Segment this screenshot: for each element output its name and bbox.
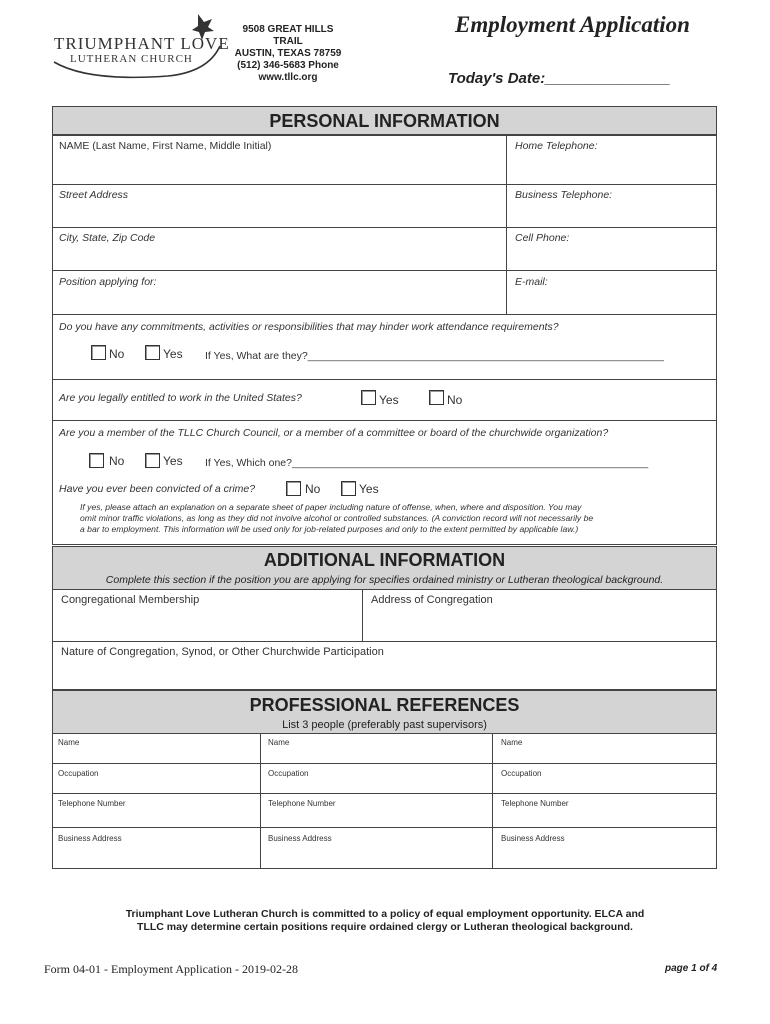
logo-line1: TRIUMPHANT LOVE <box>54 34 230 53</box>
council-if-yes-field[interactable]: If Yes, Which one?_____________________________________________________________ <box>205 457 649 469</box>
address-line2: AUSTIN, TEXAS 78759 <box>234 48 342 59</box>
name-field[interactable] <box>52 135 507 185</box>
references-subtitle: List 3 people (preferably past supervisors) <box>282 719 487 731</box>
congregation-address-label: Address of Congregation <box>371 594 493 606</box>
legally-entitled-section <box>52 379 717 421</box>
legally-yes-checkbox[interactable] <box>361 390 376 405</box>
ref2-occupation-field[interactable] <box>260 763 493 794</box>
ref3-business-address-field[interactable] <box>492 827 717 869</box>
equal-opportunity-statement <box>60 908 710 934</box>
church-logo <box>48 10 228 80</box>
eeo-line2: TLLC may determine certain positions require ordained clergy or Lutheran theological background. <box>137 921 633 933</box>
email-label: E-mail: <box>515 276 548 288</box>
street-address-field[interactable] <box>52 184 507 228</box>
note-line2: omit minor traffic violations, as long as they did not involve alcohol or controlled substances. (A conviction record will not necessarily be <box>80 513 594 523</box>
council-no-label: No <box>109 454 125 468</box>
ref2-business-address-label: Business Address <box>268 834 332 843</box>
congregation-nature-field[interactable] <box>52 641 717 690</box>
business-telephone-label: Business Telephone: <box>515 189 613 201</box>
todays-date-field[interactable]: Today's Date:_______________ <box>448 70 671 87</box>
additional-info-subtitle: Complete this section if the position you are applying for specifies ordained ministry or Lutheran theological background. <box>105 574 664 586</box>
ref1-occupation-field[interactable] <box>52 763 261 794</box>
address-line1: 9508 GREAT HILLS TRAIL <box>242 24 334 47</box>
crime-no-checkbox[interactable] <box>286 481 301 496</box>
page-title: Employment Application <box>455 12 690 37</box>
crime-no-label: No <box>305 482 321 496</box>
email-field[interactable] <box>506 270 717 315</box>
conviction-note <box>80 502 700 535</box>
cell-phone-field[interactable] <box>506 227 717 271</box>
congregational-membership-field[interactable] <box>52 589 363 642</box>
ref3-occupation-field[interactable] <box>492 763 717 794</box>
ref3-occupation-label: Occupation <box>501 769 542 778</box>
legally-no-label: No <box>447 393 463 407</box>
city-state-zip-label: City, State, Zip Code <box>59 232 156 244</box>
ref2-occupation-label: Occupation <box>268 769 309 778</box>
personal-info-heading: PERSONAL INFORMATION <box>52 106 717 135</box>
ref1-name-label: Name <box>58 738 80 747</box>
ref3-business-address-label: Business Address <box>501 834 565 843</box>
ref2-telephone-label: Telephone Number <box>268 799 336 808</box>
website: www.tllc.org <box>258 72 318 83</box>
note-line3: a bar to employment. This information will be used only for job-related purposes and only to the extent permitted by applicable law.) <box>80 524 579 534</box>
commitments-no-checkbox[interactable] <box>91 345 106 360</box>
commitments-yes-checkbox[interactable] <box>145 345 160 360</box>
crime-question: Have you ever been convicted of a crime? <box>59 483 256 495</box>
ref1-telephone-field[interactable] <box>52 793 261 828</box>
ref2-name-label: Name <box>268 738 290 747</box>
city-state-zip-field[interactable] <box>52 227 507 271</box>
legally-entitled-question: Are you legally entitled to work in the United States? <box>59 392 302 404</box>
council-yes-checkbox[interactable] <box>145 453 160 468</box>
ref1-business-address-field[interactable] <box>52 827 261 869</box>
eeo-line1: Triumphant Love Lutheran Church is committed to a policy of equal employment opportunity. ELCA and <box>125 908 645 920</box>
commitments-yes-label: Yes <box>163 347 183 361</box>
congregational-membership-label: Congregational Membership <box>61 594 200 606</box>
note-line1: If yes, please attach an explanation on a separate sheet of paper including nature of offense, when, where and disposition. You may <box>80 502 582 512</box>
congregation-address-field[interactable] <box>362 589 717 642</box>
ref3-telephone-label: Telephone Number <box>501 799 569 808</box>
logo-line2: LUTHERAN CHURCH <box>70 53 193 65</box>
commitments-section <box>52 314 717 380</box>
page-number: page 1 of 4 <box>665 963 718 974</box>
legally-no-checkbox[interactable] <box>429 390 444 405</box>
references-heading: PROFESSIONAL REFERENCES <box>249 695 520 715</box>
references-header <box>52 690 717 734</box>
ref1-business-address-label: Business Address <box>58 834 122 843</box>
crime-yes-checkbox[interactable] <box>341 481 356 496</box>
ref2-telephone-field[interactable] <box>260 793 493 828</box>
ref3-name-field[interactable] <box>492 733 717 764</box>
ref1-telephone-label: Telephone Number <box>58 799 126 808</box>
home-telephone-label: Home Telephone: <box>515 140 598 152</box>
position-field[interactable] <box>52 270 507 315</box>
church-address <box>232 24 344 84</box>
phone-number: (512) 346-5683 Phone <box>237 60 339 71</box>
home-telephone-field[interactable] <box>506 135 717 185</box>
legally-yes-label: Yes <box>379 393 399 407</box>
ref2-name-field[interactable] <box>260 733 493 764</box>
council-yes-label: Yes <box>163 454 183 468</box>
ref2-business-address-field[interactable] <box>260 827 493 869</box>
congregation-nature-label: Nature of Congregation, Synod, or Other Churchwide Participation <box>61 646 384 658</box>
ref3-telephone-field[interactable] <box>492 793 717 828</box>
additional-info-heading: ADDITIONAL INFORMATION <box>263 550 506 570</box>
street-address-label: Street Address <box>59 189 129 201</box>
ref1-occupation-label: Occupation <box>58 769 99 778</box>
ref1-name-field[interactable] <box>52 733 261 764</box>
crime-yes-label: Yes <box>359 482 379 496</box>
cell-phone-label: Cell Phone: <box>515 232 570 244</box>
form-identifier: Form 04-01 - Employment Application - 2019-02-28 <box>44 962 298 976</box>
ref3-name-label: Name <box>501 738 523 747</box>
name-label: NAME (Last Name, First Name, Middle Initial) <box>59 140 272 152</box>
council-no-checkbox[interactable] <box>89 453 104 468</box>
commitments-no-label: No <box>109 347 125 361</box>
business-telephone-field[interactable] <box>506 184 717 228</box>
additional-info-header <box>52 546 717 590</box>
position-label: Position applying for: <box>59 276 157 288</box>
commitments-if-yes-field[interactable]: If Yes, What are they?_____________________________________________________________ <box>205 350 664 362</box>
commitments-question: Do you have any commitments, activities or responsibilities that may hinder work attendance requirements? <box>59 321 559 333</box>
council-question: Are you a member of the TLLC Church Council, or a member of a committee or board of the churchwide organization? <box>59 427 609 439</box>
